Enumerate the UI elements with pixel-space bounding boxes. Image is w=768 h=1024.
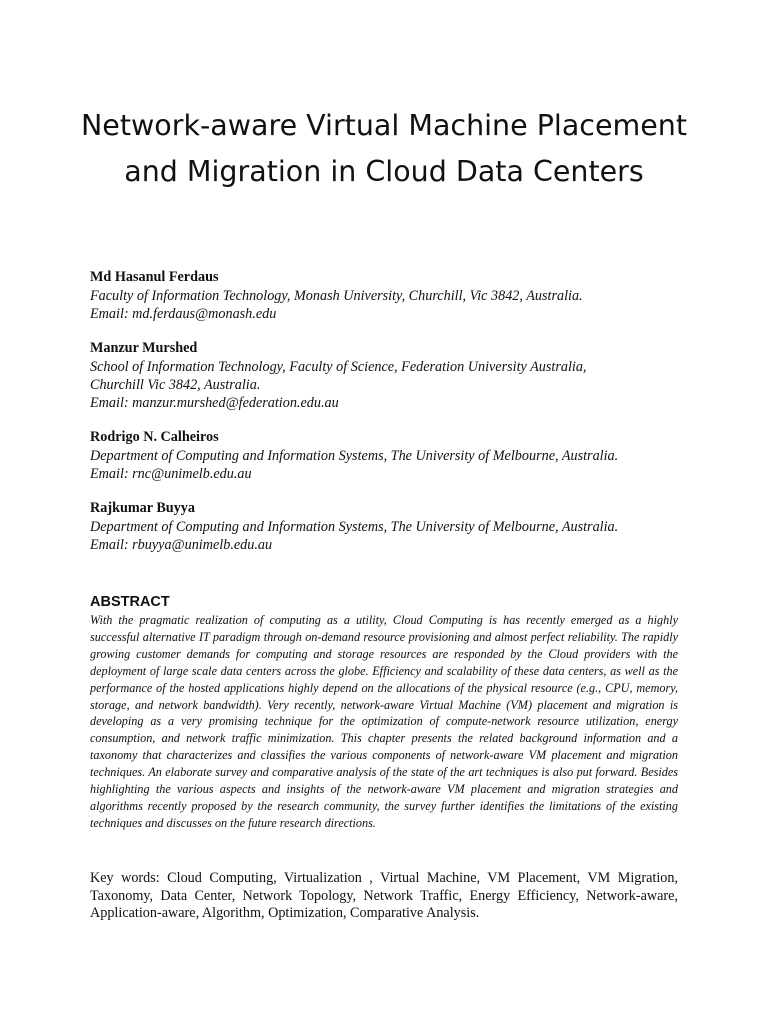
author-entry [90,268,690,323]
author-affiliation: School of Information Technology, Faculty of Science, Federation University Australia, [90,359,587,375]
paper-title: Network-aware Virtual Machine Placement and Migration in Cloud Data Centers [80,109,688,188]
author-name: Md Hasanul Ferdaus [90,269,219,285]
author-name: Rajkumar Buyya [90,500,195,516]
abstract-heading: ABSTRACT [90,594,170,610]
author-email: Email: manzur.murshed@federation.edu.au [90,395,339,411]
author-name: Rodrigo N. Calheiros [90,429,219,445]
author-list [90,268,690,570]
author-entry [90,339,690,412]
keywords-text: Key words: Cloud Computing, Virtualization , Virtual Machine, VM Placement, VM Migration, Taxonomy, Data Center, Network Topology, Network Traffic, Energy Efficiency, Network-aware, Application-aware, Algorithm, Optimization, Comparative Analysis. [90,870,678,921]
abstract-text: With the pragmatic realization of computing as a utility, Cloud Computing is has recently emerged as a highly successful alternative IT paradigm through on-demand resource provisioning and almost perfect reliability. The rapidly growing customer demands for computing and storage resources are responded by the Cloud providers with the deployment of large scale data centers across the globe. Efficiency and scalability of these data centers, as well as the performance of the hosted applications highly depend on the allocations of the physical resource (e.g., CPU, memory, storage, and network bandwidth). Very recently, network-aware Virtual Machine (VM) placement and migration is developing as a very promising technique for the optimization of compute-network resource utilization, energy consumption, and network traffic minimization. This chapter presents the related background information and a taxonomy that characterizes and classifies the various components of network-aware VM placement and migration techniques. An elaborate survey and comparative analysis of the state of the art techniques is also put forward. Besides highlighting the various aspects and insights of the network-aware VM placement and migration strategies and algorithms recently proposed by the research community, the survey further identifies the limitations of the existing techniques and discusses on the future research directions. [90,613,678,830]
author-affiliation: Churchill Vic 3842, Australia. [90,377,261,393]
author-affiliation: Department of Computing and Information Systems, The University of Melbourne, Australia. [90,448,619,464]
author-entry [90,499,690,554]
author-name: Manzur Murshed [90,340,198,356]
author-entry [90,428,690,483]
author-affiliation: Department of Computing and Information Systems, The University of Melbourne, Australia. [90,519,619,535]
author-email: Email: rnc@unimelb.edu.au [90,466,252,482]
author-affiliation: Faculty of Information Technology, Monash University, Churchill, Vic 3842, Australia. [90,288,583,304]
author-email: Email: rbuyya@unimelb.edu.au [90,537,273,553]
author-email: Email: md.ferdaus@monash.edu [90,306,277,322]
